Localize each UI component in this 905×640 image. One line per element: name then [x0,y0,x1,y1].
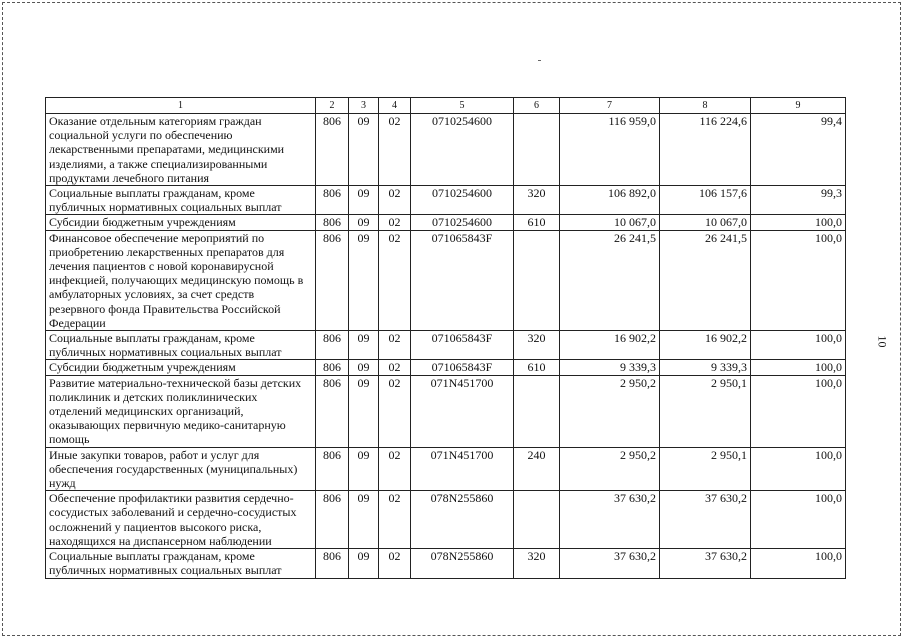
scan-artifact [538,60,541,61]
cell-target-article: 071N451700 [411,375,514,447]
cell-executed-amount: 106 157,6 [660,186,751,215]
cell-executed-amount: 37 630,2 [660,549,751,578]
cell-expense-type: 320 [514,186,560,215]
table-row [46,331,846,360]
cell-expense-type: 610 [514,360,560,375]
cell-section: 09 [349,114,379,186]
cell-section: 09 [349,215,379,230]
cell-subsection: 02 [379,215,411,230]
cell-planned-amount: 2 950,2 [560,375,660,447]
cell-percent: 100,0 [751,375,846,447]
table-row [46,549,846,578]
cell-name: Иные закупки товаров, работ и услуг для обеспечения государственных (муниципальных) нужд [46,447,316,491]
cell-expense-type [514,375,560,447]
table-row [46,447,846,491]
cell-executed-amount: 9 339,3 [660,360,751,375]
cell-planned-amount: 10 067,0 [560,215,660,230]
cell-executed-amount: 2 950,1 [660,447,751,491]
table-body [46,114,846,579]
cell-section: 09 [349,375,379,447]
cell-section: 09 [349,491,379,549]
cell-target-article: 071N451700 [411,447,514,491]
cell-name: Развитие материально-технической базы детских поликлиник и детских поликлинических отделений медицинских организаций, оказывающих первичную медико-санитарную помощь [46,375,316,447]
cell-section: 09 [349,230,379,330]
cell-percent: 100,0 [751,491,846,549]
cell-percent: 99,3 [751,186,846,215]
table-header-row [46,98,846,114]
cell-ministry-code: 806 [316,375,349,447]
cell-name: Социальные выплаты гражданам, кроме публичных нормативных социальных выплат [46,549,316,578]
cell-target-article: 0710254600 [411,186,514,215]
table-row [46,230,846,330]
cell-target-article: 078N255860 [411,491,514,549]
cell-subsection: 02 [379,491,411,549]
cell-expense-type [514,491,560,549]
cell-planned-amount: 37 630,2 [560,491,660,549]
cell-subsection: 02 [379,331,411,360]
budget-table [45,97,846,579]
cell-expense-type: 610 [514,215,560,230]
cell-section: 09 [349,186,379,215]
column-header-5: 5 [411,98,514,114]
cell-subsection: 02 [379,375,411,447]
cell-planned-amount: 26 241,5 [560,230,660,330]
cell-planned-amount: 106 892,0 [560,186,660,215]
cell-subsection: 02 [379,360,411,375]
cell-name: Финансовое обеспечение мероприятий по приобретению лекарственных препаратов для лечения пациентов с новой коронавирусной инфекцией, получающих медицинскую помощь в амбулаторных условиях, за счет средств резервного фонда Правительства Российской Федерации [46,230,316,330]
cell-subsection: 02 [379,230,411,330]
cell-percent: 100,0 [751,215,846,230]
column-header-8: 8 [660,98,751,114]
column-header-3: 3 [349,98,379,114]
cell-planned-amount: 16 902,2 [560,331,660,360]
cell-name: Социальные выплаты гражданам, кроме публичных нормативных социальных выплат [46,186,316,215]
column-header-2: 2 [316,98,349,114]
cell-target-article: 0710254600 [411,114,514,186]
cell-executed-amount: 16 902,2 [660,331,751,360]
cell-executed-amount: 10 067,0 [660,215,751,230]
cell-section: 09 [349,549,379,578]
cell-subsection: 02 [379,549,411,578]
cell-executed-amount: 26 241,5 [660,230,751,330]
table-row [46,215,846,230]
cell-percent: 100,0 [751,447,846,491]
page-number: 10 [875,335,890,348]
table-row [46,360,846,375]
cell-ministry-code: 806 [316,114,349,186]
column-header-1: 1 [46,98,316,114]
table-row [46,186,846,215]
cell-ministry-code: 806 [316,230,349,330]
cell-name: Социальные выплаты гражданам, кроме публичных нормативных социальных выплат [46,331,316,360]
cell-ministry-code: 806 [316,186,349,215]
cell-target-article: 071065843F [411,230,514,330]
cell-name: Субсидии бюджетным учреждениям [46,360,316,375]
cell-name: Оказание отдельным категориям граждан социальной услуги по обеспечению лекарственными препаратами, медицинскими изделиями, а также специализированными продуктами лечебного питания [46,114,316,186]
cell-target-article: 0710254600 [411,215,514,230]
cell-percent: 100,0 [751,360,846,375]
cell-section: 09 [349,360,379,375]
column-header-7: 7 [560,98,660,114]
cell-subsection: 02 [379,447,411,491]
cell-ministry-code: 806 [316,491,349,549]
cell-expense-type: 320 [514,331,560,360]
cell-percent: 100,0 [751,331,846,360]
cell-executed-amount: 116 224,6 [660,114,751,186]
cell-expense-type [514,230,560,330]
cell-expense-type: 320 [514,549,560,578]
cell-ministry-code: 806 [316,331,349,360]
cell-section: 09 [349,447,379,491]
cell-planned-amount: 116 959,0 [560,114,660,186]
cell-percent: 100,0 [751,230,846,330]
column-header-6: 6 [514,98,560,114]
cell-executed-amount: 37 630,2 [660,491,751,549]
cell-percent: 99,4 [751,114,846,186]
table-row [46,375,846,447]
cell-executed-amount: 2 950,1 [660,375,751,447]
cell-ministry-code: 806 [316,215,349,230]
cell-ministry-code: 806 [316,360,349,375]
cell-ministry-code: 806 [316,549,349,578]
cell-subsection: 02 [379,114,411,186]
column-header-4: 4 [379,98,411,114]
cell-percent: 100,0 [751,549,846,578]
column-header-9: 9 [751,98,846,114]
cell-expense-type: 240 [514,447,560,491]
cell-name: Обеспечение профилактики развития сердечно-сосудистых заболеваний и сердечно-сосудистых осложнений у пациентов высокого риска, находящихся на диспансерном наблюдении [46,491,316,549]
cell-planned-amount: 2 950,2 [560,447,660,491]
cell-ministry-code: 806 [316,447,349,491]
cell-subsection: 02 [379,186,411,215]
cell-name: Субсидии бюджетным учреждениям [46,215,316,230]
cell-target-article: 071065843F [411,360,514,375]
cell-target-article: 078N255860 [411,549,514,578]
cell-planned-amount: 9 339,3 [560,360,660,375]
table-row [46,114,846,186]
cell-planned-amount: 37 630,2 [560,549,660,578]
cell-expense-type [514,114,560,186]
cell-target-article: 071065843F [411,331,514,360]
cell-section: 09 [349,331,379,360]
table-row [46,491,846,549]
